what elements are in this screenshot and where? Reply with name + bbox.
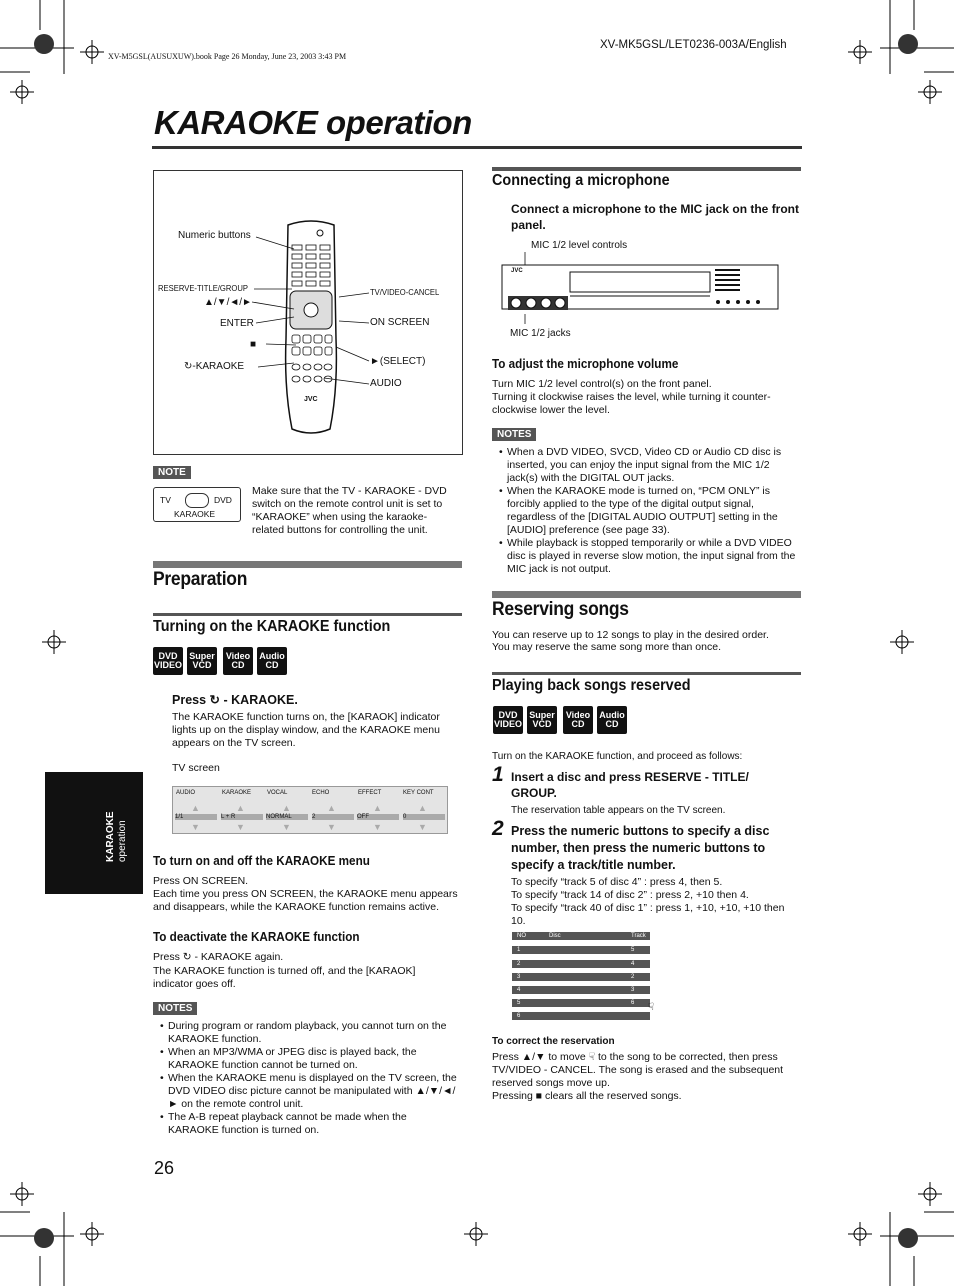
numeric-buttons-label: Numeric buttons xyxy=(178,230,251,241)
badge-audio-cd: Audio CD xyxy=(257,647,287,675)
preparation-title: Preparation xyxy=(153,569,248,590)
table-row: 4 3 xyxy=(512,986,650,994)
toggle-text1: Press ON SCREEN. xyxy=(153,875,249,887)
mic-jacks-label: MIC 1/2 jacks xyxy=(510,328,571,339)
correct-text2: Pressing ■ clears all the reserved songs. xyxy=(492,1090,682,1102)
remote-figure xyxy=(153,170,463,455)
turning-bar xyxy=(153,613,462,616)
page-title: KARAOKE operation xyxy=(154,104,472,141)
turn-on-text: Turn on the KARAOKE function, and proceed as follows: xyxy=(492,751,743,762)
mic-note-item: • While playback is stopped temporarily or while a DVD VIDEO disc is played in reverse slow motion, the input signal from the MIC jack is not output. xyxy=(507,537,802,576)
switch-illustration xyxy=(153,487,241,522)
mic-notes-tag: NOTES xyxy=(492,428,536,441)
front-panel-brand: JVC xyxy=(511,268,523,274)
audio-label: AUDIO xyxy=(370,378,402,389)
step2-example1: To specify “track 5 of disc 4” : press 4, then 5. xyxy=(511,876,723,888)
reserve-label: RESERVE-TITLE/GROUP xyxy=(158,283,248,293)
table-row: 3 2 xyxy=(512,973,650,981)
switch-tv-label: TV xyxy=(160,495,171,505)
switch-dvd-label: DVD xyxy=(214,495,232,505)
tv-karaoke-menu: AUDIO KARAOKE VOCAL ECHO EFFECT KEY CONT ▲ ▲ ▲ ▲ ▲ ▲ 1/1 L + R NORMAL 2 OFF 0 ▼ ▼ ▼ ▼ ▼ ▼ xyxy=(172,786,448,834)
enter-label: ENTER xyxy=(220,318,254,329)
correct-text1: Press ▲/▼ to move ☟ to the song to be corrected, then press TV/VIDEO - CANCEL. The song is erased and the subsequent reserved songs move up. xyxy=(492,1051,784,1089)
badge-dvd-video: DVD VIDEO xyxy=(153,647,183,675)
toggle-title: To turn on and off the KARAOKE menu xyxy=(153,853,370,868)
table-row: 2 4 xyxy=(512,960,650,968)
badge-video-cd: Video CD xyxy=(223,647,253,675)
step2-number: 2 xyxy=(492,817,504,840)
menu-value-effect: OFF xyxy=(357,814,399,820)
remote-brand: JVC xyxy=(304,396,318,403)
menu-header-karaoke: KARAOKE xyxy=(222,790,252,796)
adjust-text2: Turning it clockwise raises the level, while turning it counter-clockwise lower the level. xyxy=(492,391,771,416)
badge-audio-cd: Audio CD xyxy=(597,706,627,734)
turning-title: Turning on the KARAOKE function xyxy=(153,618,391,635)
step1-text: Insert a disc and press RESERVE - TITLE/ GROUP. xyxy=(511,770,749,800)
step2-example3: To specify “track 40 of disc 1” : press 1, +10, +10, +10 then 10. xyxy=(511,902,785,927)
leader-lines xyxy=(154,171,464,456)
playing-bar xyxy=(492,672,801,675)
microphone-bar xyxy=(492,167,801,171)
badge-video-cd: Video CD xyxy=(563,706,593,734)
prep-note-item: • When an MP3/WMA or JPEG disc is played back, the KARAOKE function cannot be turned on. xyxy=(168,1046,460,1072)
menu-header-echo: ECHO xyxy=(312,790,330,796)
step2-text: Press the numeric buttons to specify a disc number, then press the numeric buttons to specify a track/title number. xyxy=(511,824,770,872)
mic-note-item: • When the KARAOKE mode is turned on, “PCM ONLY” is forcibly applied to the type of the digital output signal, regardless of the [DIGITAL AUDIO OUTPUT] setting in the [AUDIO] preference (see page 33). xyxy=(507,485,802,537)
deactivate-text1: Press ↻ - KARAOKE again. xyxy=(153,951,284,963)
playing-title: Playing back songs reserved xyxy=(492,677,691,694)
reserving-intro1: You can reserve up to 12 songs to play in the desired order. xyxy=(492,629,769,641)
adjust-text1: Turn MIC 1/2 level control(s) on the front panel. xyxy=(492,378,712,390)
side-tab xyxy=(45,772,143,894)
prep-note-item: • The A-B repeat playback cannot be made when the KARAOKE function is turned on. xyxy=(168,1111,460,1137)
deactivate-text2: The KARAOKE function is turned off, and the [KARAOK] indicator goes off. xyxy=(153,965,416,990)
table-header-track: Track xyxy=(631,933,646,939)
toggle-text2: Each time you press ON SCREEN, the KARAOKE menu appears and disappears, while the KARAOKE function remains active. xyxy=(153,888,458,913)
onscreen-label: ON SCREEN xyxy=(370,317,430,328)
table-header xyxy=(512,932,650,940)
preparation-bar xyxy=(153,561,462,568)
prep-notes-tag: NOTES xyxy=(153,1002,197,1015)
table-row: 1 5 xyxy=(512,946,650,954)
front-panel-illustration xyxy=(500,252,780,324)
badge-dvd-video: DVD VIDEO xyxy=(493,706,523,734)
adjust-title: To adjust the microphone volume xyxy=(492,356,679,371)
press-karaoke-desc: The KARAOKE function turns on, the [KARAOK] indicator lights up on the display window, and the KARAOKE menu appears on the TV screen. xyxy=(172,711,440,749)
press-karaoke-instruction: Press ↻ - KARAOKE. xyxy=(172,693,298,707)
switch-knob xyxy=(185,493,209,508)
karaoke-label: ↻-KARAOKE xyxy=(184,361,245,372)
menu-value-echo: 2 xyxy=(312,814,354,820)
note-tag: NOTE xyxy=(153,466,191,479)
arrows-label: ▲/▼/◄/► xyxy=(204,297,252,308)
reservation-table xyxy=(512,932,655,1022)
table-header-disc: Disc xyxy=(549,933,561,939)
prep-notes-list xyxy=(160,1020,460,1137)
hand-pointer-icon: ☟ xyxy=(588,1051,596,1063)
side-tab-text xyxy=(105,811,129,862)
title-underline xyxy=(152,146,802,149)
reserving-intro2: You may reserve the same song more than once. xyxy=(492,641,721,653)
mic-note-item: • When a DVD VIDEO, SVCD, Video CD or Audio CD disc is inserted, you can enjoy the input signal from the MIC 1/2 jack(s) with the DIGITAL OUT jacks. xyxy=(507,446,802,485)
menu-header-audio: AUDIO xyxy=(176,790,196,796)
tvvideo-label: TV/VIDEO-CANCEL xyxy=(370,287,440,297)
menu-value-karaoke: L + R xyxy=(221,814,263,820)
side-tab-line1: KARAOKE xyxy=(105,811,116,862)
model-code: XV-MK5GSL/LET0236-003A/English xyxy=(600,39,787,51)
tv-screen-label: TV screen xyxy=(172,762,220,774)
deactivate-title: To deactivate the KARAOKE function xyxy=(153,929,360,944)
menu-header-vocal: VOCAL xyxy=(267,790,288,796)
menu-header-keycont: KEY CONT xyxy=(403,790,434,796)
karaoke-mic-icon: ↻ xyxy=(209,693,221,707)
level-controls-label: MIC 1/2 level controls xyxy=(531,240,628,251)
reserving-title: Reserving songs xyxy=(492,599,629,620)
karaoke-mic-icon: ↻ xyxy=(182,951,192,963)
prep-note-item: • When the KARAOKE menu is displayed on the TV screen, the DVD VIDEO disc picture cannot be manipulated with ▲/▼/◄/► on the remote control unit. xyxy=(168,1072,460,1111)
side-tab-line2: operation xyxy=(117,820,128,862)
stop-label: ■ xyxy=(250,339,257,350)
mic-notes-list xyxy=(499,446,802,576)
table-row: 6 xyxy=(512,1012,650,1020)
page-number: 26 xyxy=(154,1158,175,1178)
table-header-no: NO xyxy=(517,933,526,939)
microphone-instruction: Connect a microphone to the MIC jack on the front panel. xyxy=(511,202,800,232)
table-row: 5 6 xyxy=(512,999,650,1007)
badge-svcd: Super VCD xyxy=(527,706,557,734)
note-text: Make sure that the TV - KARAOKE - DVD switch on the remote control unit is set to “KARAOKE” when using the karaoke-related buttons for controlling the unit. xyxy=(252,485,447,536)
menu-value-vocal: NORMAL xyxy=(266,814,308,820)
step1-sub: The reservation table appears on the TV screen. xyxy=(511,805,726,816)
switch-karaoke-label: KARAOKE xyxy=(174,509,216,519)
step1-number: 1 xyxy=(492,763,504,786)
menu-header-row xyxy=(175,790,445,800)
karaoke-mic-icon: ↻ xyxy=(184,361,193,372)
book-info: XV-M5GSL(AUSUXUW).book Page 26 Monday, June 23, 2003 3:43 PM xyxy=(108,52,347,61)
hand-pointer-icon: ☟ xyxy=(648,1002,655,1013)
menu-value-keycont: 0 xyxy=(403,814,445,820)
microphone-title: Connecting a microphone xyxy=(492,172,670,189)
correct-title: To correct the reservation xyxy=(492,1036,615,1047)
step2-example2: To specify “track 14 of disc 2” : press 2, +10 then 4. xyxy=(511,889,749,901)
prep-note-item: • During program or random playback, you cannot turn on the KARAOKE function. xyxy=(168,1020,460,1046)
menu-value-audio: 1/1 xyxy=(175,814,217,820)
select-label: ►(SELECT) xyxy=(370,356,426,367)
badge-svcd: Super VCD xyxy=(187,647,217,675)
menu-value-row xyxy=(175,814,447,823)
menu-header-effect: EFFECT xyxy=(358,790,382,796)
reserving-bar xyxy=(492,591,801,598)
